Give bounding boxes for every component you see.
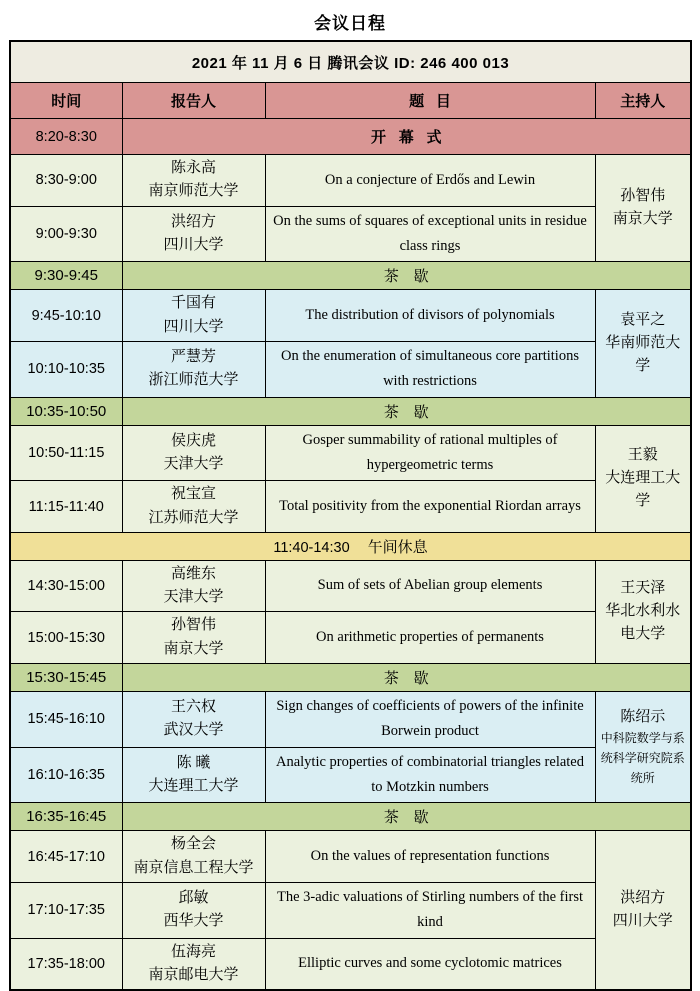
time-cell: 17:35-18:00 (10, 938, 122, 990)
table-row (10, 532, 691, 560)
speaker-affiliation: 南京信息工程大学 (133, 859, 254, 876)
chair-cell (595, 425, 691, 532)
time-cell: 14:30-15:00 (10, 560, 122, 612)
speaker-cell (122, 341, 265, 397)
tea-break-cell (122, 663, 691, 691)
talk-title-cell: On arithmetic properties of permanents (265, 612, 595, 664)
speaker-cell (122, 290, 265, 342)
time-cell: 15:45-16:10 (10, 691, 122, 747)
time-cell: 8:20-8:30 (10, 119, 122, 155)
column-header-chair: 主持人 (595, 83, 691, 119)
speaker-affiliation: 武汉大学 (163, 722, 224, 739)
schedule-table (9, 40, 692, 991)
time-cell: 10:10-10:35 (10, 341, 122, 397)
speaker-cell (122, 155, 265, 207)
speaker-name: 伍海亮 (170, 943, 216, 960)
speaker-cell (122, 882, 265, 938)
speaker-cell (122, 206, 265, 262)
table-row (10, 882, 691, 938)
table-header-row (10, 83, 691, 119)
talk-title-cell: Sign changes of coefficients of powers of the infinite Borwein product (265, 691, 595, 747)
column-header-speaker: 报告人 (122, 83, 265, 119)
speaker-name: 严慧芳 (170, 348, 216, 365)
table-row (10, 262, 691, 290)
meeting-info: 2021 年 11 月 6 日 腾讯会议 ID: 246 400 013 (10, 41, 691, 83)
time-cell: 15:00-15:30 (10, 612, 122, 664)
speaker-name: 高维东 (170, 565, 216, 582)
speaker-cell (122, 481, 265, 533)
chair-cell (595, 691, 691, 803)
speaker-affiliation: 天津大学 (163, 589, 224, 605)
chair-affiliation: 四川大学 (612, 913, 673, 930)
speaker-name: 王六权 (170, 698, 216, 715)
speaker-name: 洪绍方 (170, 213, 216, 230)
speaker-name: 杨全会 (170, 836, 216, 853)
chair-cell (595, 155, 691, 262)
time-cell: 9:45-10:10 (10, 290, 122, 342)
talk-title-cell: On the enumeration of simultaneous core partitions with restrictions (265, 341, 595, 397)
time-cell: 17:10-17:35 (10, 882, 122, 938)
speaker-affiliation: 南京大学 (163, 640, 224, 657)
chair-affiliation: 华北水利水电大学 (605, 603, 681, 643)
tea-break-label: 茶 歇 (383, 404, 429, 421)
table-row (10, 290, 691, 342)
table-row (10, 803, 691, 831)
speaker-affiliation: 西华大学 (163, 913, 224, 930)
table-row (10, 831, 691, 883)
chair-name: 陈绍示 (620, 708, 666, 725)
time-cell: 8:30-9:00 (10, 155, 122, 207)
opening-label: 开 幕 式 (371, 130, 442, 146)
speaker-cell (122, 831, 265, 883)
speaker-cell (122, 612, 265, 664)
chair-affiliation: 南京大学 (612, 211, 673, 228)
chair-cell (595, 290, 691, 397)
time-cell: 15:30-15:45 (10, 663, 122, 691)
speaker-cell (122, 691, 265, 747)
talk-title-cell: Analytic properties of combinatorial triangles related to Motzkin numbers (265, 747, 595, 803)
chair-affiliation: 华南师范大学 (605, 334, 681, 374)
talk-title-cell: On the values of representation functions (265, 831, 595, 883)
talk-title-cell: The distribution of divisors of polynomials (265, 290, 595, 342)
time-cell: 9:00-9:30 (10, 206, 122, 262)
chair-cell (595, 831, 691, 990)
speaker-affiliation: 天津大学 (163, 455, 224, 472)
speaker-affiliation: 江苏师范大学 (148, 509, 239, 526)
speaker-name: 侯庆虎 (170, 432, 216, 449)
chair-name: 孙智伟 (620, 187, 666, 204)
chair-name: 袁平之 (620, 311, 666, 328)
table-row (10, 481, 691, 533)
table-row (10, 612, 691, 664)
speaker-name: 孙智伟 (170, 617, 216, 634)
chair-name: 洪绍方 (620, 889, 666, 906)
lunch-break-cell (10, 532, 691, 560)
talk-title-cell: Sum of sets of Abelian group elements (265, 560, 595, 612)
tea-break-label: 茶 歇 (383, 670, 429, 687)
lunch-break-label: 午间休息 (367, 539, 428, 556)
speaker-affiliation: 南京师范大学 (148, 183, 239, 200)
time-cell: 10:50-11:15 (10, 425, 122, 481)
table-row (10, 663, 691, 691)
opening-label-cell (122, 119, 691, 155)
page-title: 会议日程 (314, 14, 386, 33)
speaker-cell (122, 560, 265, 612)
talk-title-cell: The 3-adic valuations of Stirling numbers of the first kind (265, 882, 595, 938)
talk-title-cell: On a conjecture of Erdős and Lewin (265, 155, 595, 207)
time-cell: 16:45-17:10 (10, 831, 122, 883)
speaker-affiliation: 四川大学 (163, 236, 224, 253)
tea-break-cell (122, 803, 691, 831)
talk-title-cell: Total positivity from the exponential Riordan arrays (265, 481, 595, 533)
table-row (10, 206, 691, 262)
table-row-date (10, 41, 691, 83)
chair-name: 王天泽 (620, 579, 666, 596)
speaker-name: 祝宝宣 (170, 486, 216, 503)
talk-title-cell: On the sums of squares of exceptional units in residue class rings (265, 206, 595, 262)
speaker-name: 千国有 (170, 295, 216, 312)
time-cell: 16:35-16:45 (10, 803, 122, 831)
speaker-name: 邱敏 (178, 889, 209, 906)
chair-affiliation: 大连理工大学 (605, 470, 681, 510)
tea-break-label: 茶 歇 (383, 269, 429, 286)
talk-title-cell: Gosper summability of rational multiples of hypergeometric terms (265, 425, 595, 481)
lunch-time: 11:40-14:30 (273, 539, 350, 556)
tea-break-cell (122, 262, 691, 290)
column-header-time: 时间 (10, 83, 122, 119)
speaker-affiliation: 浙江师范大学 (148, 372, 239, 389)
speaker-affiliation: 四川大学 (163, 318, 224, 335)
table-row (10, 425, 691, 481)
chair-affiliation: 中科院数学与系统科学研究院系统所 (600, 730, 685, 785)
tea-break-cell (122, 397, 691, 425)
table-row (10, 341, 691, 397)
time-cell: 11:15-11:40 (10, 481, 122, 533)
table-row (10, 119, 691, 155)
tea-break-label: 茶 歇 (383, 810, 429, 827)
table-row (10, 397, 691, 425)
chair-name: 王毅 (627, 446, 658, 463)
table-row (10, 747, 691, 803)
speaker-name: 陈永高 (170, 160, 216, 176)
speaker-affiliation: 大连理工大学 (148, 777, 239, 794)
time-cell: 9:30-9:45 (10, 262, 122, 290)
time-cell: 10:35-10:50 (10, 397, 122, 425)
time-cell: 16:10-16:35 (10, 747, 122, 803)
speaker-cell (122, 747, 265, 803)
table-row (10, 691, 691, 747)
table-row (10, 560, 691, 612)
speaker-cell (122, 425, 265, 481)
chair-cell (595, 560, 691, 663)
table-row (10, 938, 691, 990)
talk-title-cell: Elliptic curves and some cyclotomic matrices (265, 938, 595, 990)
speaker-name: 陈 曦 (176, 754, 211, 771)
table-row (10, 155, 691, 207)
speaker-affiliation: 南京邮电大学 (148, 966, 239, 983)
speaker-cell (122, 938, 265, 990)
column-header-title: 题 目 (265, 83, 595, 119)
